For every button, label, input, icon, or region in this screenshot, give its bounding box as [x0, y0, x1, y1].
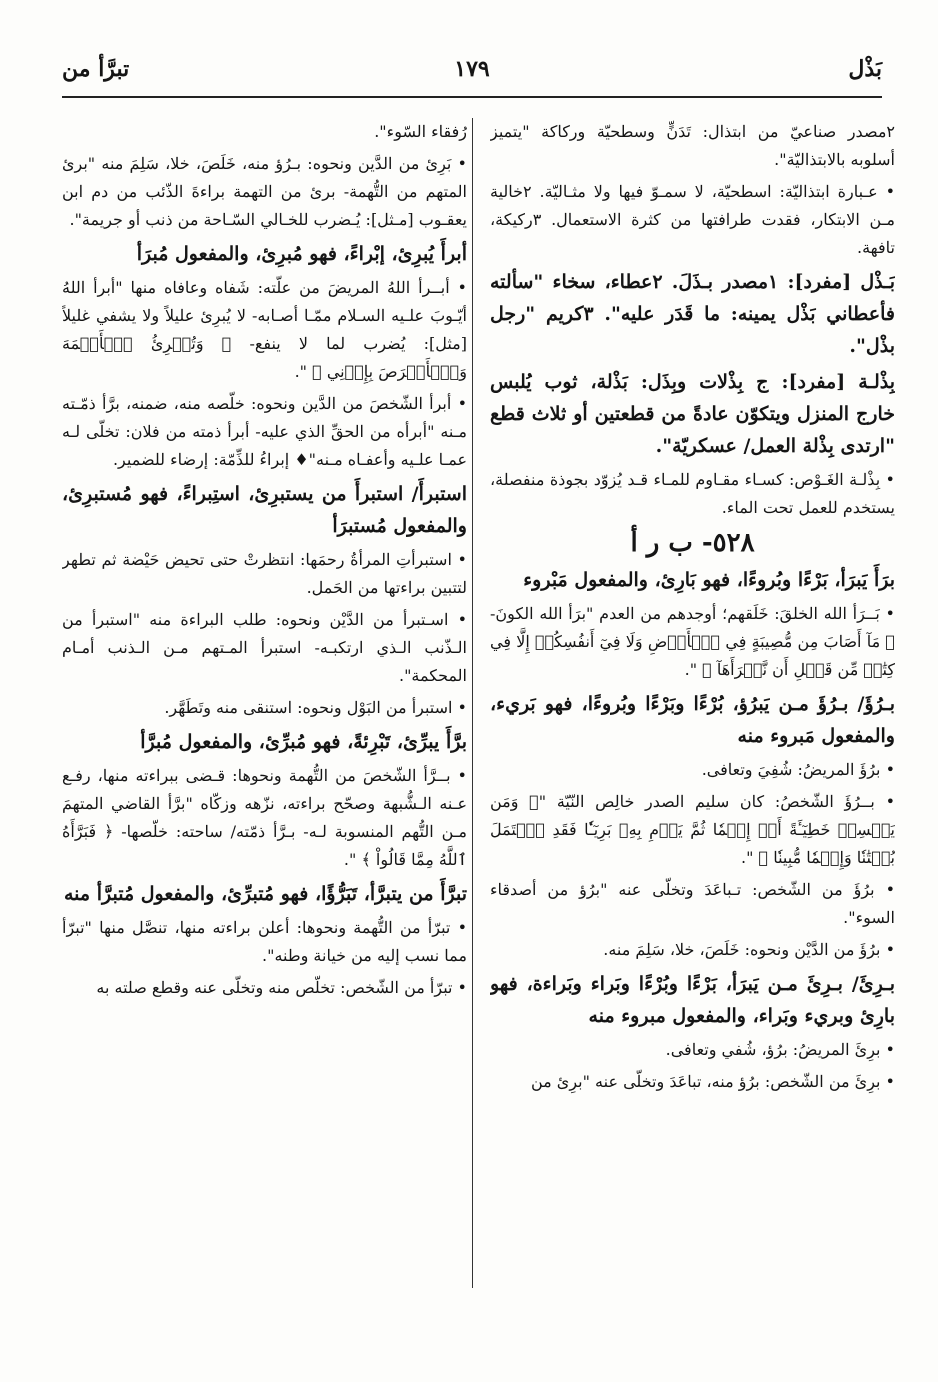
headword-entry: بِذْلـة [مفرد]: ج بِذْلات وبِذَل: بَذْلة، ثوب يُلبس خارج المنزل ويتكوّن عادةً من قطعتين أو ثلاث قطع "ارتدى بِذْلة العمل/ عسكريّة".: [490, 371, 895, 457]
definition-paragraph: ٢مصدر صناعيّ من ابتذال: تَدَنٍّ وسطحيّة وركاكة "يتميز أسلوبه بالابتذاليّة".: [490, 122, 895, 169]
root-heading: ٥٢٨- ب ر أ: [630, 528, 755, 558]
definition-paragraph: • استبرأ من البَوْل ونحوه: استنقى منه وتَطَهَّر.: [164, 698, 467, 717]
headword-entry: بـرُؤَ/ بـرُؤَ مـن يَبرُؤ، بُرْءًا وبَرْءًا وبُروءًا، فهو بَريء، والمفعول مَبروء منه: [490, 693, 895, 747]
header-entry-right: بَذْل: [848, 56, 882, 82]
definition-paragraph: رُفقاء السّوء".: [374, 122, 467, 141]
definition-paragraph: • برِئَ المريضُ: برُؤ، شُفي وتعافى.: [665, 1040, 895, 1059]
headword-entry: بـرِئَ/ بـرِئَ مـن يَبرَأ، بَرْءًا وبُرْءًا وبَراء وبَراءة، فهو بارِئ وبريء وبَراء، والمفعول مبروء منه: [490, 973, 895, 1027]
right-column: [490, 118, 895, 1288]
definition-paragraph: • برُؤَ من الدَّيْن ونحوه: خَلَصَ، خلا، سَلِمَ منه.: [603, 940, 895, 959]
definition-paragraph: • برُؤَ من الشّخص: تـباعَدَ وتخلّى عنه "برُؤ من أصدقاء السوء".: [490, 880, 895, 927]
page-number: ١٧٩: [454, 56, 490, 82]
left-column: [62, 118, 467, 1288]
definition-paragraph: • بَرِئ من الدَّين ونحوه: بـرُؤ منه، خَلَصَ، خلا، سَلِمَ منه "برئ المتهم من التُّهمة- برئ من التهمة براءةَ الذّئب من دم ابن يعقـوب [مـثل]: يُـضرب للخـالي السّـاحة من ذنب أو جريمة".: [62, 154, 467, 229]
definition-paragraph: • أبرأ الشّخصَ من الدَّين ونحوه: خلّصه منه، ضمنه، برَّأ ذمّـته مـنه "أبرأه من الحقِّ الذي عليه- أبرأ ذمته من فلان: تخلّى لـه عمـا علـيه وأعفـاه مـنه"♦ إبراءُ للذِّمّة: إرضاء للضمير.: [62, 394, 467, 469]
definition-paragraph: • بــرَّأ الشّخصَ من التُّهمة ونحوها: قـضى ببراءته منها، رفـع عـنه الـشُّبهة وصحّح براءته، نزّهه وزكّاه "برَّأ القاضي المتهمَ مـن التُّهم المنسوبة لـه- بـرَّأ ذمّته/ ساحته: خلّصها- ﴿ فَبَرَّأَهُ ٱللَّهُ مِمَّا قَالُواْ ﴾ ".: [62, 766, 467, 869]
headword-entry: بَـذْل [مفرد]: ١مصدر بـذَلَ. ٢عطاء، سخاء "سألته فأعطاني بَذْل يمينه: ما قَدَر عليه". ٣كريم "رجل بذْل".: [490, 271, 895, 357]
definition-paragraph: • تبرّأ من التُّهمة ونحوها: أعلن براءته منها، تنصَّل منها "تبرّأ مما نسب إليه من خيانة وطنه".: [62, 918, 467, 965]
headword-entry: تبرَّأَ من يتبرَّأ، تَبَرُّؤًا، فهو مُتبرِّئ، والمفعول مُتبرَّأ منه: [64, 883, 467, 905]
headword-entry: أبرأَ يُبرِئ، إبْراءً، فهو مُبرِئ، والمفعول مُبرَأ: [136, 243, 467, 265]
headword-entry: برَأَ يَبرَأ، بَرْءًا وبُروءًا، فهو بَارِئ، والمفعول مَبْروء: [523, 569, 895, 591]
headword-entry: برَّأَ يبرِّئ، تَبْرِئةً، فهو مُبرِّئ، والمفعول مُبرَّأ: [140, 731, 467, 753]
definition-paragraph: • بــرُؤَ الشّخصُ: كان سليم الصدر خالِص النّيّة "﴿ وَمَن يَكۡسِبۡ خَطِيٓـَٔةً أَوۡ إِثۡمٗا ثُمَّ يَرۡمِ بِهِۦ بَرِيٓـٔٗا فَقَدِ ٱحۡتَمَلَ بُهۡتَٰنٗا وَإِثۡمٗا مُّبِينٗا ﴾ ".: [490, 792, 895, 867]
definition-paragraph: • بَــرَأ الله الخلقَ: خَلَقهم؛ أوجدهم من العدم "برَأ الله الكونَ- ﴿ مَآ أَصَابَ مِن مُّصِيبَةٍ فِي ٱلۡأَرۡضِ وَلَا فِيٓ أَنفُسِكُمۡ إِلَّا فِي كِتَٰبٖ مِّن قَبۡلِ أَن نَّبۡرَأَهَآ ﴾ ".: [490, 604, 895, 679]
definition-paragraph: • استبرأتِ المرأةُ رحمَها: انتظرتْ حتى تحيض حَيْضة ثم تطهر لتتبين براءتها من الحَمل.: [62, 550, 467, 597]
definition-paragraph: • أبــرأ اللهُ المريضَ من علّته: شَفاه وعافاه منها "أبرأ اللهُ أيّـوبَ علـيه السـلام ممّـا أصـابه- لا يُبرِئ عليلاً ولا يشفي غليلاً [مثل]: يُضرب لما لا ينفع- ﴿ وَتُبۡرِئُ ٱلۡأَكۡمَهَ وَٱلۡأَبۡرَصَ بِإِذۡنِي ﴾ ".: [62, 278, 467, 381]
header-entry-left: تبرَّأ من: [62, 56, 130, 82]
definition-paragraph: • برُؤَ المريضُ: شُفِيَ وتعافى.: [701, 760, 895, 779]
headword-entry: استبرأَ/ استبرأَ من يستبرِئ، استِبراءً، فهو مُستبرِئ، والمفعول مُستبرَأ: [62, 483, 467, 537]
definition-paragraph: • برِئَ من الشّخص: برُؤ منه، تباعَدَ وتخلّى عنه "برِئ من: [530, 1072, 895, 1091]
page-header: [62, 52, 882, 98]
definition-paragraph: • عـبارة ابتذاليّة: اسطحيّة، لا سمـوّ فيها ولا مثـاليّة. ٢خالية مـن الابتكار، فقدت طرافتها من كثرة الاستعمال. ٣ركيكة، تافهة.: [490, 182, 895, 257]
column-divider: [472, 118, 473, 1288]
definition-paragraph: • بِذْلـة الغَـوْص: كسـاء مقـاوم للمـاء قـد يُزوّد بجوذة منفصلة، يستخدم للعمل تحت الماء.: [490, 470, 895, 517]
definition-paragraph: • تبرّأ من الشّخص: تخلّص منه وتخلّى عنه وقطع صلته به: [96, 978, 467, 997]
definition-paragraph: • اسـتبرأ من الدَّيْن ونحوه: طلب البراءة منه "استبرأ من الـذّنب الـذي ارتكبـه- استبرأ المـتهم مـن الـذنب أمـام المحكمة".: [62, 610, 467, 685]
